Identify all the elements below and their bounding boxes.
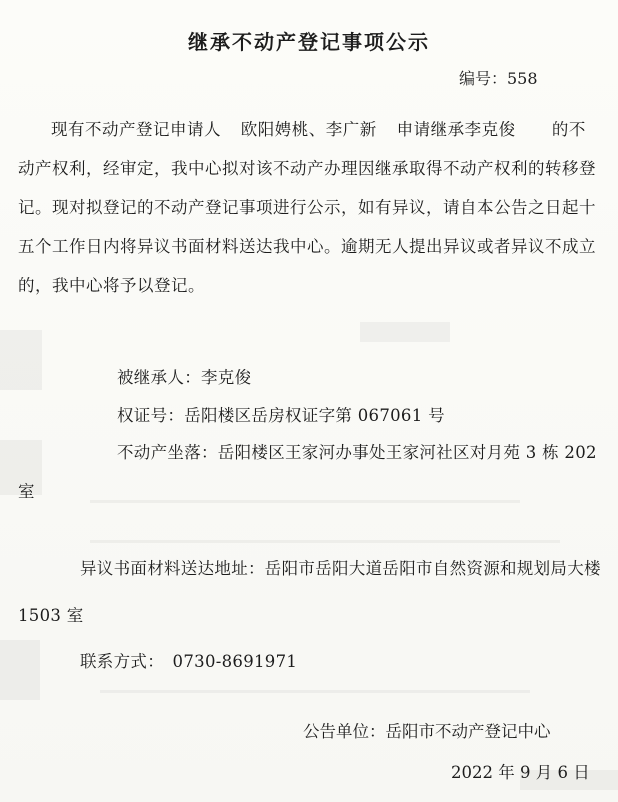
page-title: 继承不动产登记事项公示 <box>188 30 430 54</box>
paragraph-rest: 的不动产权利，经审定，我中心拟对该不动产办理因继承取得不动产权利的转移登记。现对拟登记的不动产登记事项进行公示，如有异议，请自本公告之日起十五个工作日内将异议书面材料送达我中心。逾期无人提出异议或者异议不成立的，我中心将予以登记。 <box>18 120 596 295</box>
issue-date: 2022 年 9 月 6 日 <box>451 763 590 782</box>
serial-number: 编号：558 <box>459 69 538 88</box>
bleed-through-mark <box>100 690 530 693</box>
bleed-through-mark <box>360 322 450 342</box>
certificate-number-field: 权证号：岳阳楼区岳房权证字第 067061 号 <box>117 406 445 425</box>
applicant-names: 欧阳娉桃、李广新 <box>240 120 377 139</box>
bleed-through-mark <box>0 640 40 700</box>
contact-field: 联系方式： 0730-8691971 <box>80 652 298 671</box>
bleed-through-mark <box>90 540 560 543</box>
paragraph-lead: 现有不动产登记申请人 <box>51 120 221 139</box>
bleed-through-mark <box>0 330 42 390</box>
objection-address-field: 异议书面材料送达地址：岳阳市岳阳大道岳阳市自然资源和规划局大楼 1503 室 <box>18 559 601 625</box>
notice-paragraph <box>18 110 602 305</box>
decedent-name-inline: 李克俊 <box>464 120 516 139</box>
decedent-field: 被继承人：李克俊 <box>117 368 252 387</box>
property-location-field: 不动产坐落：岳阳楼区王家河办事处王家河社区对月苑 3 栋 202 室 <box>18 443 597 501</box>
issuing-unit: 公告单位：岳阳市不动产登记中心 <box>303 722 551 741</box>
paragraph-verb: 申请继承 <box>396 120 465 139</box>
